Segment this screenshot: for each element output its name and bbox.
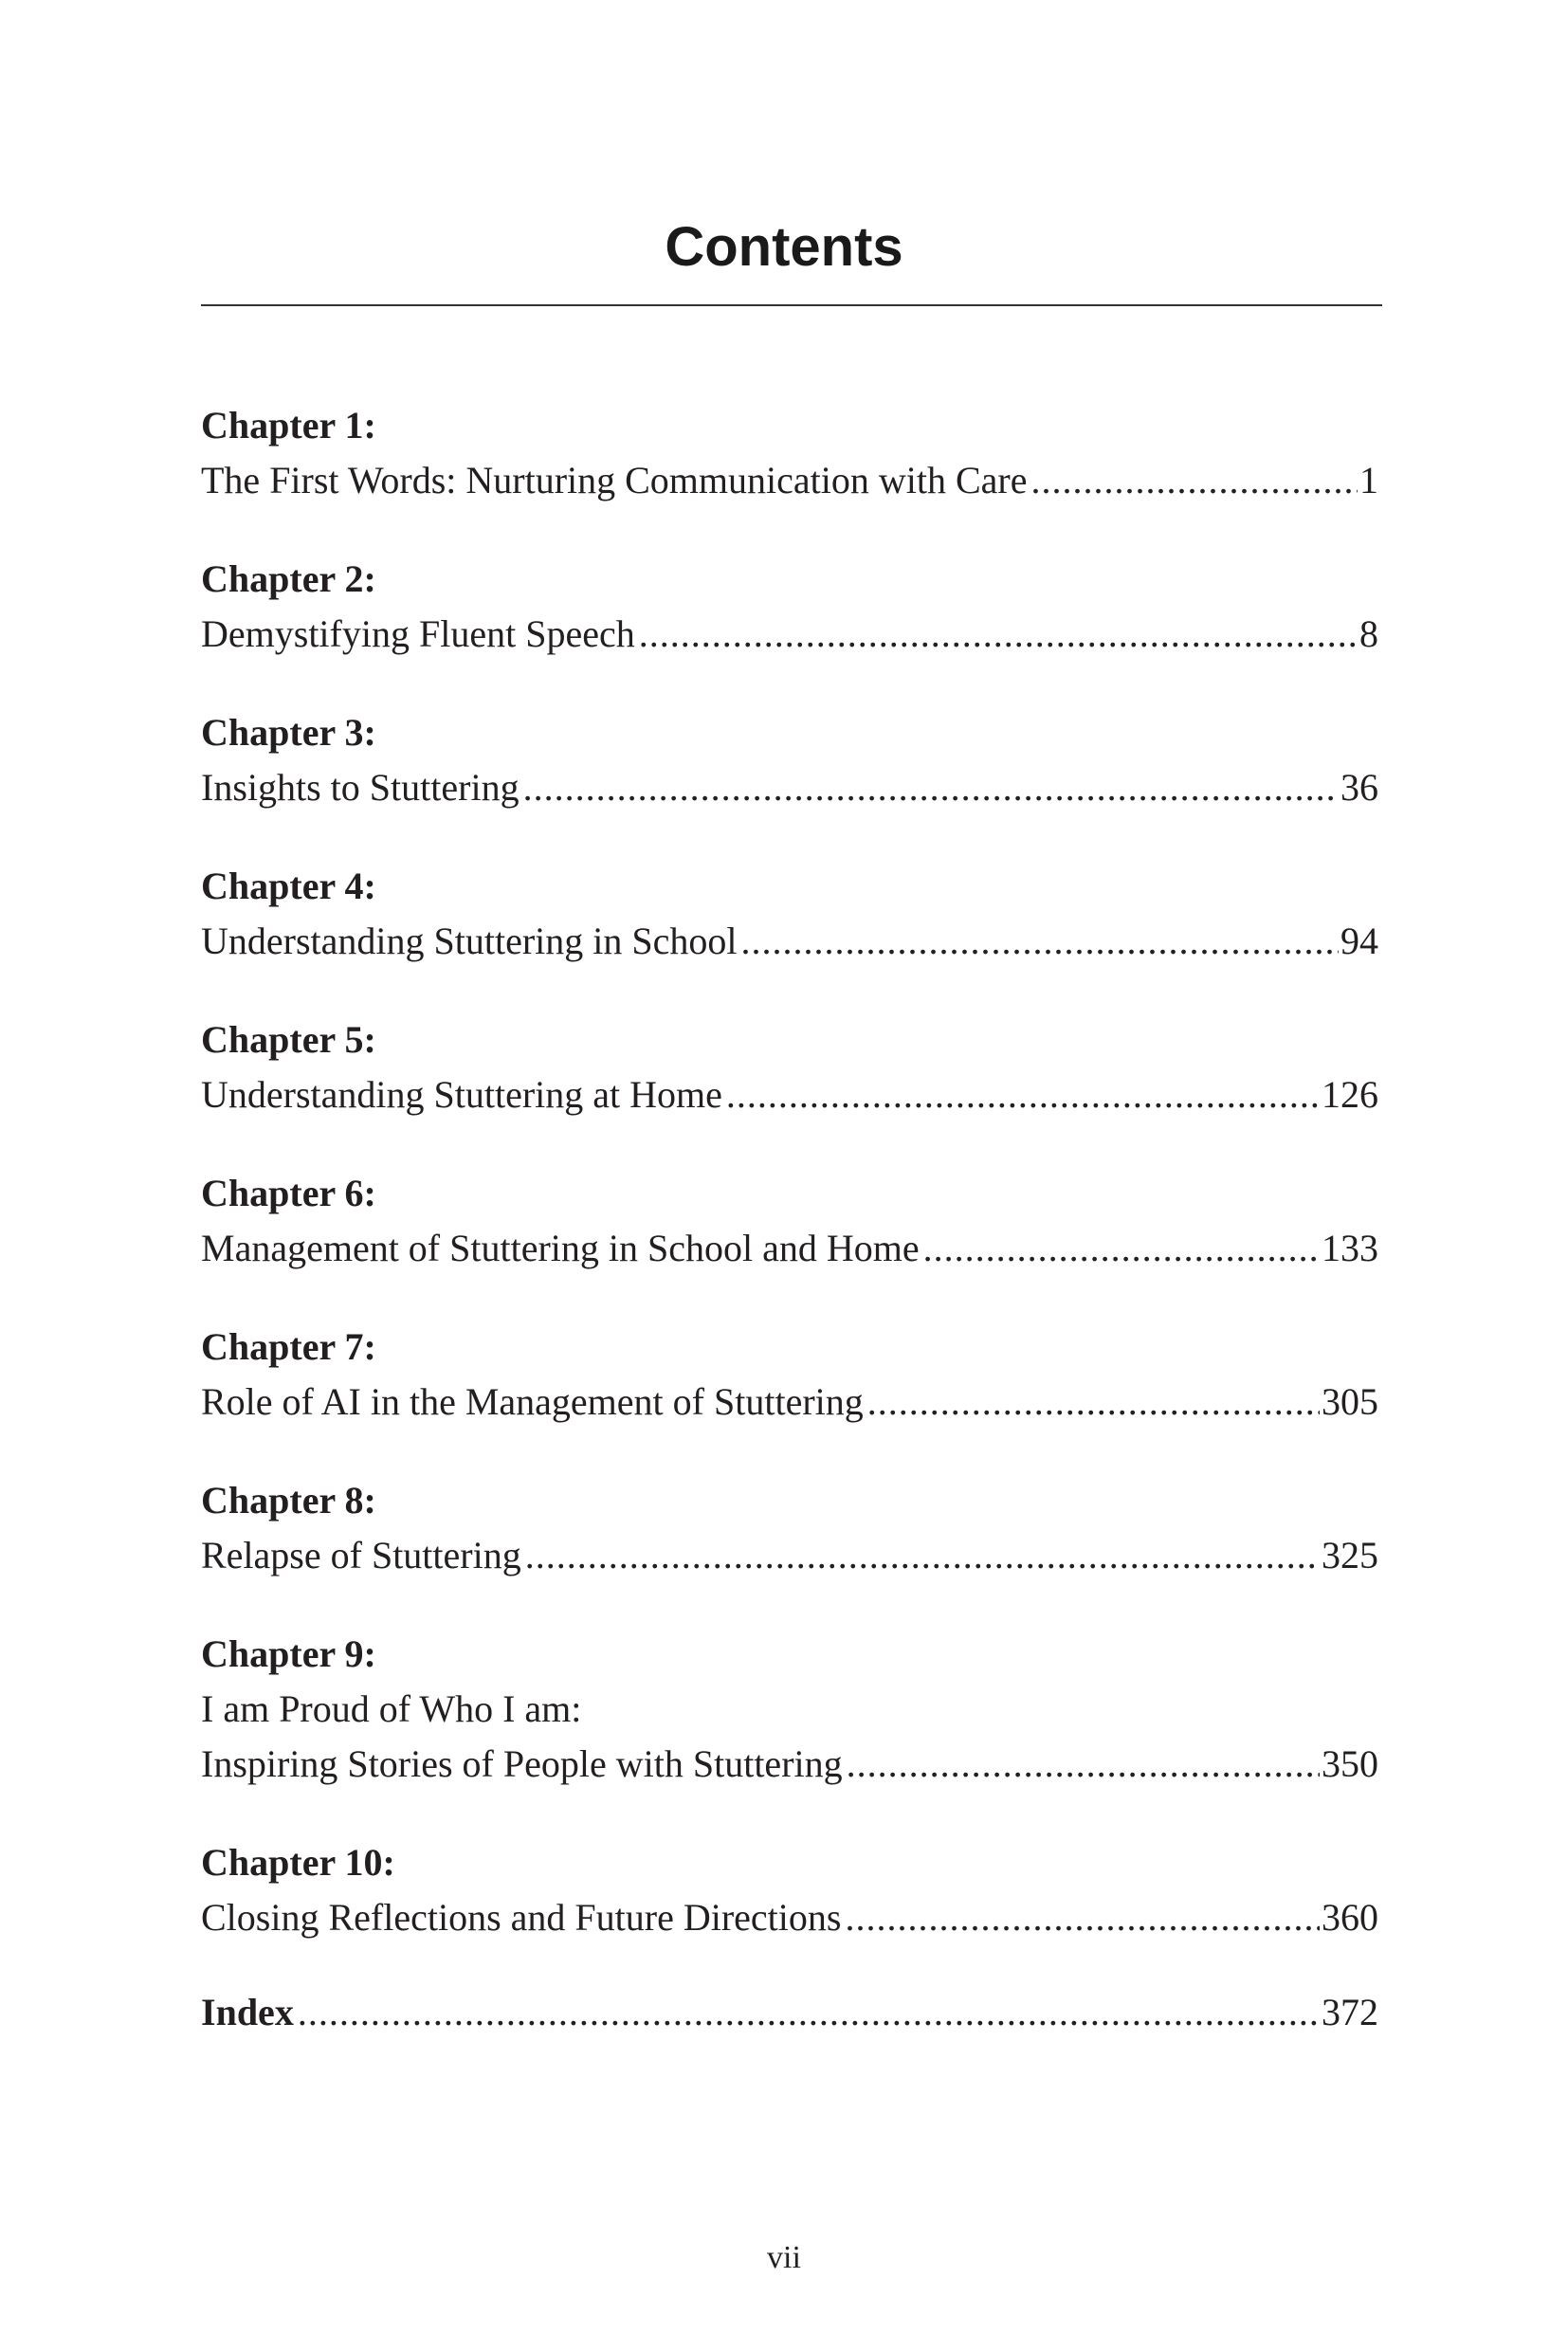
toc-entry-chapter-9[interactable] — [201, 1627, 1378, 1792]
table-of-contents — [201, 398, 1378, 2084]
chapter-label: Chapter 2: — [201, 557, 376, 600]
toc-line — [201, 1067, 1378, 1122]
toc-line — [201, 1528, 1378, 1583]
chapter-title-line-2: Inspiring Stories of People with Stuttering — [201, 1742, 843, 1785]
chapter-title: Relapse of Stuttering — [201, 1534, 521, 1576]
dot-leader — [639, 607, 1358, 662]
chapter-title: Understanding Stuttering in School — [201, 920, 738, 962]
page-number: 350 — [1322, 1742, 1378, 1785]
chapter-title: Management of Stuttering in School and Home — [201, 1227, 920, 1269]
page-number: 133 — [1322, 1227, 1378, 1269]
page-folio: vii — [767, 2240, 801, 2275]
toc-entry-chapter-8[interactable] — [201, 1473, 1378, 1583]
page-number: 1 — [1359, 459, 1378, 501]
chapter-title: Role of AI in the Management of Stuttering — [201, 1380, 864, 1423]
chapter-label: Chapter 4: — [201, 865, 376, 907]
toc-line — [201, 760, 1378, 815]
dot-leader — [523, 760, 1339, 815]
dot-leader — [1031, 453, 1358, 508]
chapter-label: Chapter 10: — [201, 1841, 395, 1884]
page-number: 360 — [1322, 1896, 1378, 1939]
chapter-title: Demystifying Fluent Speech — [201, 612, 635, 655]
page-number: 305 — [1322, 1380, 1378, 1423]
page-number: 325 — [1322, 1534, 1378, 1576]
toc-entry-chapter-10[interactable] — [201, 1835, 1378, 1945]
toc-entry-chapter-1[interactable] — [201, 398, 1378, 508]
toc-line — [201, 1375, 1378, 1430]
toc-line — [201, 1682, 1378, 1737]
dot-leader — [847, 1737, 1320, 1792]
page-title: Contents — [665, 216, 903, 278]
chapter-title: Closing Reflections and Future Directions — [201, 1896, 842, 1939]
page-number: 8 — [1359, 612, 1378, 655]
dot-leader — [525, 1528, 1320, 1583]
dot-leader — [298, 1985, 1320, 2040]
chapter-label: Chapter 8: — [201, 1479, 376, 1522]
toc-line — [201, 1221, 1378, 1276]
toc-entry-chapter-7[interactable] — [201, 1320, 1378, 1430]
dot-leader — [923, 1221, 1320, 1276]
page-number: 94 — [1340, 920, 1378, 962]
toc-entry-index[interactable] — [201, 1985, 1378, 2040]
chapter-label: Chapter 1: — [201, 404, 376, 447]
page-number: 372 — [1322, 1991, 1378, 2033]
chapter-label: Chapter 5: — [201, 1018, 376, 1061]
toc-line — [201, 1737, 1378, 1792]
toc-line — [201, 1890, 1378, 1945]
chapter-title-line-1: I am Proud of Who I am: — [201, 1687, 582, 1730]
toc-entry-chapter-3[interactable] — [201, 705, 1378, 815]
chapter-title: Insights to Stuttering — [201, 766, 520, 809]
dot-leader — [726, 1067, 1320, 1122]
page-number: 36 — [1340, 766, 1378, 809]
chapter-label: Chapter 9: — [201, 1632, 376, 1675]
title-rule — [201, 304, 1382, 306]
chapter-title: Understanding Stuttering at Home — [201, 1073, 722, 1116]
toc-line — [201, 607, 1378, 662]
dot-leader — [741, 914, 1339, 969]
toc-line — [201, 453, 1378, 508]
toc-line — [201, 1985, 1378, 2040]
toc-entry-chapter-5[interactable] — [201, 1012, 1378, 1122]
chapter-label: Chapter 6: — [201, 1172, 376, 1214]
chapter-label: Chapter 3: — [201, 711, 376, 754]
dot-leader — [867, 1375, 1320, 1430]
toc-line — [201, 914, 1378, 969]
page-number: 126 — [1322, 1073, 1378, 1116]
chapter-title: The First Words: Nurturing Communication with Care — [201, 459, 1028, 501]
toc-entry-chapter-2[interactable] — [201, 552, 1378, 662]
dot-leader — [845, 1890, 1320, 1945]
chapter-label: Chapter 7: — [201, 1325, 376, 1368]
index-label: Index — [201, 1991, 294, 2033]
toc-entry-chapter-6[interactable] — [201, 1166, 1378, 1276]
toc-entry-chapter-4[interactable] — [201, 859, 1378, 969]
